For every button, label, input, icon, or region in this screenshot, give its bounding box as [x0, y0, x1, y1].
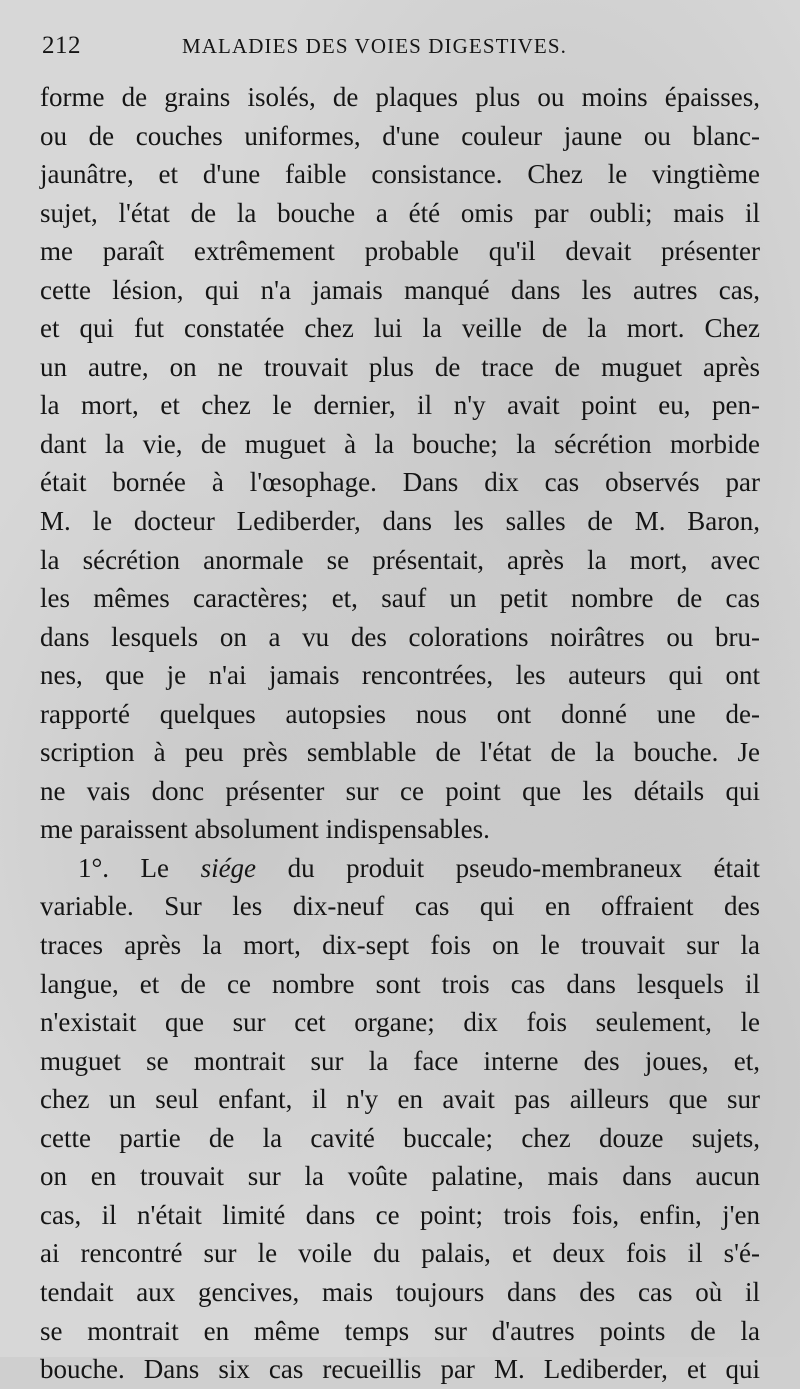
text-line: chez un seul enfant, il n'y en avait pas ailleurs que sur — [40, 1084, 760, 1115]
text-line: n'existait que sur cet organe; dix fois seulement, le — [40, 1007, 760, 1038]
text-line: scription à peu près semblable de l'état de la bouche. Je — [40, 737, 760, 768]
italic-term: siége — [200, 852, 257, 883]
text-line: cas, il n'était limité dans ce point; trois fois, enfin, j'en — [40, 1199, 760, 1230]
text-line: la sécrétion anormale se présentait, après la mort, avec — [40, 544, 760, 575]
text-line: ne vais donc présenter sur ce point que les détails qui — [40, 775, 760, 806]
text-line: rapporté quelques autopsies nous ont donné une de- — [40, 698, 760, 729]
page-number: 212 — [42, 32, 81, 59]
text-line: sujet, l'état de la bouche a été omis par oubli; mais il — [40, 197, 760, 228]
text-line: dant la vie, de muguet à la bouche; la sécrétion morbide — [40, 428, 760, 459]
text-line: on en trouvait sur la voûte palatine, mais dans aucun — [40, 1161, 760, 1192]
text-line: se montrait en même temps sur d'autres points de la — [40, 1315, 760, 1346]
text-line: muguet se montrait sur la face interne des joues, et, — [40, 1045, 760, 1076]
text-line: un autre, on ne trouvait plus de trace de muguet après — [40, 351, 760, 382]
text-line: tendait aux gencives, mais toujours dans des cas où il — [40, 1276, 760, 1307]
text-line: variable. Sur les dix-neuf cas qui en offraient des — [40, 891, 760, 922]
text-line: les mêmes caractères; et, sauf un petit nombre de cas — [40, 583, 760, 614]
text-line: ou de couches uniformes, d'une couleur jaune ou blanc- — [40, 120, 760, 151]
paragraph-opening-rest: du produit pseudo-membraneux était — [287, 852, 760, 883]
text-line: langue, et de ce nombre sont trois cas dans lesquels il — [40, 968, 760, 999]
text-line: la mort, et chez le dernier, il n'y avait point eu, pen- — [40, 390, 760, 421]
running-head: MALADIES DES VOIES DIGESTIVES. — [182, 34, 567, 58]
paragraph-number: 1°. Le — [78, 852, 170, 883]
text-line: cette lésion, qui n'a jamais manqué dans les autres cas, — [40, 274, 760, 305]
text-line: et qui fut constatée chez lui la veille de la mort. Chez — [40, 313, 760, 344]
text-line-paragraph-end: me paraissent absolument indispensables. — [40, 814, 490, 845]
text-line: ai rencontré sur le voile du palais, et deux fois il s'é- — [40, 1238, 760, 1269]
text-line: me paraît extrêmement probable qu'il devait présenter — [40, 236, 760, 267]
text-line: jaunâtre, et d'une faible consistance. Chez le vingtième — [40, 159, 760, 190]
text-line: traces après la mort, dix-sept fois on le trouvait sur la — [40, 930, 760, 961]
text-line: M. le docteur Lediberder, dans les salles de M. Baron, — [40, 506, 760, 537]
paragraph-opening-line — [40, 849, 760, 888]
text-line: dans lesquels on a vu des colorations noirâtres ou bru- — [40, 621, 760, 652]
body-text — [40, 78, 760, 1389]
text-line: était bornée à l'œsophage. Dans dix cas observés par — [40, 467, 760, 498]
text-line: cette partie de la cavité buccale; chez douze sujets, — [40, 1122, 760, 1153]
text-line: bouche. Dans six cas recueillis par M. Lediberder, et qui — [40, 1354, 760, 1385]
text-line: nes, que je n'ai jamais rencontrées, les auteurs qui ont — [40, 660, 760, 691]
text-line: forme de grains isolés, de plaques plus ou moins épaisses, — [40, 82, 760, 112]
page-header — [42, 32, 758, 66]
